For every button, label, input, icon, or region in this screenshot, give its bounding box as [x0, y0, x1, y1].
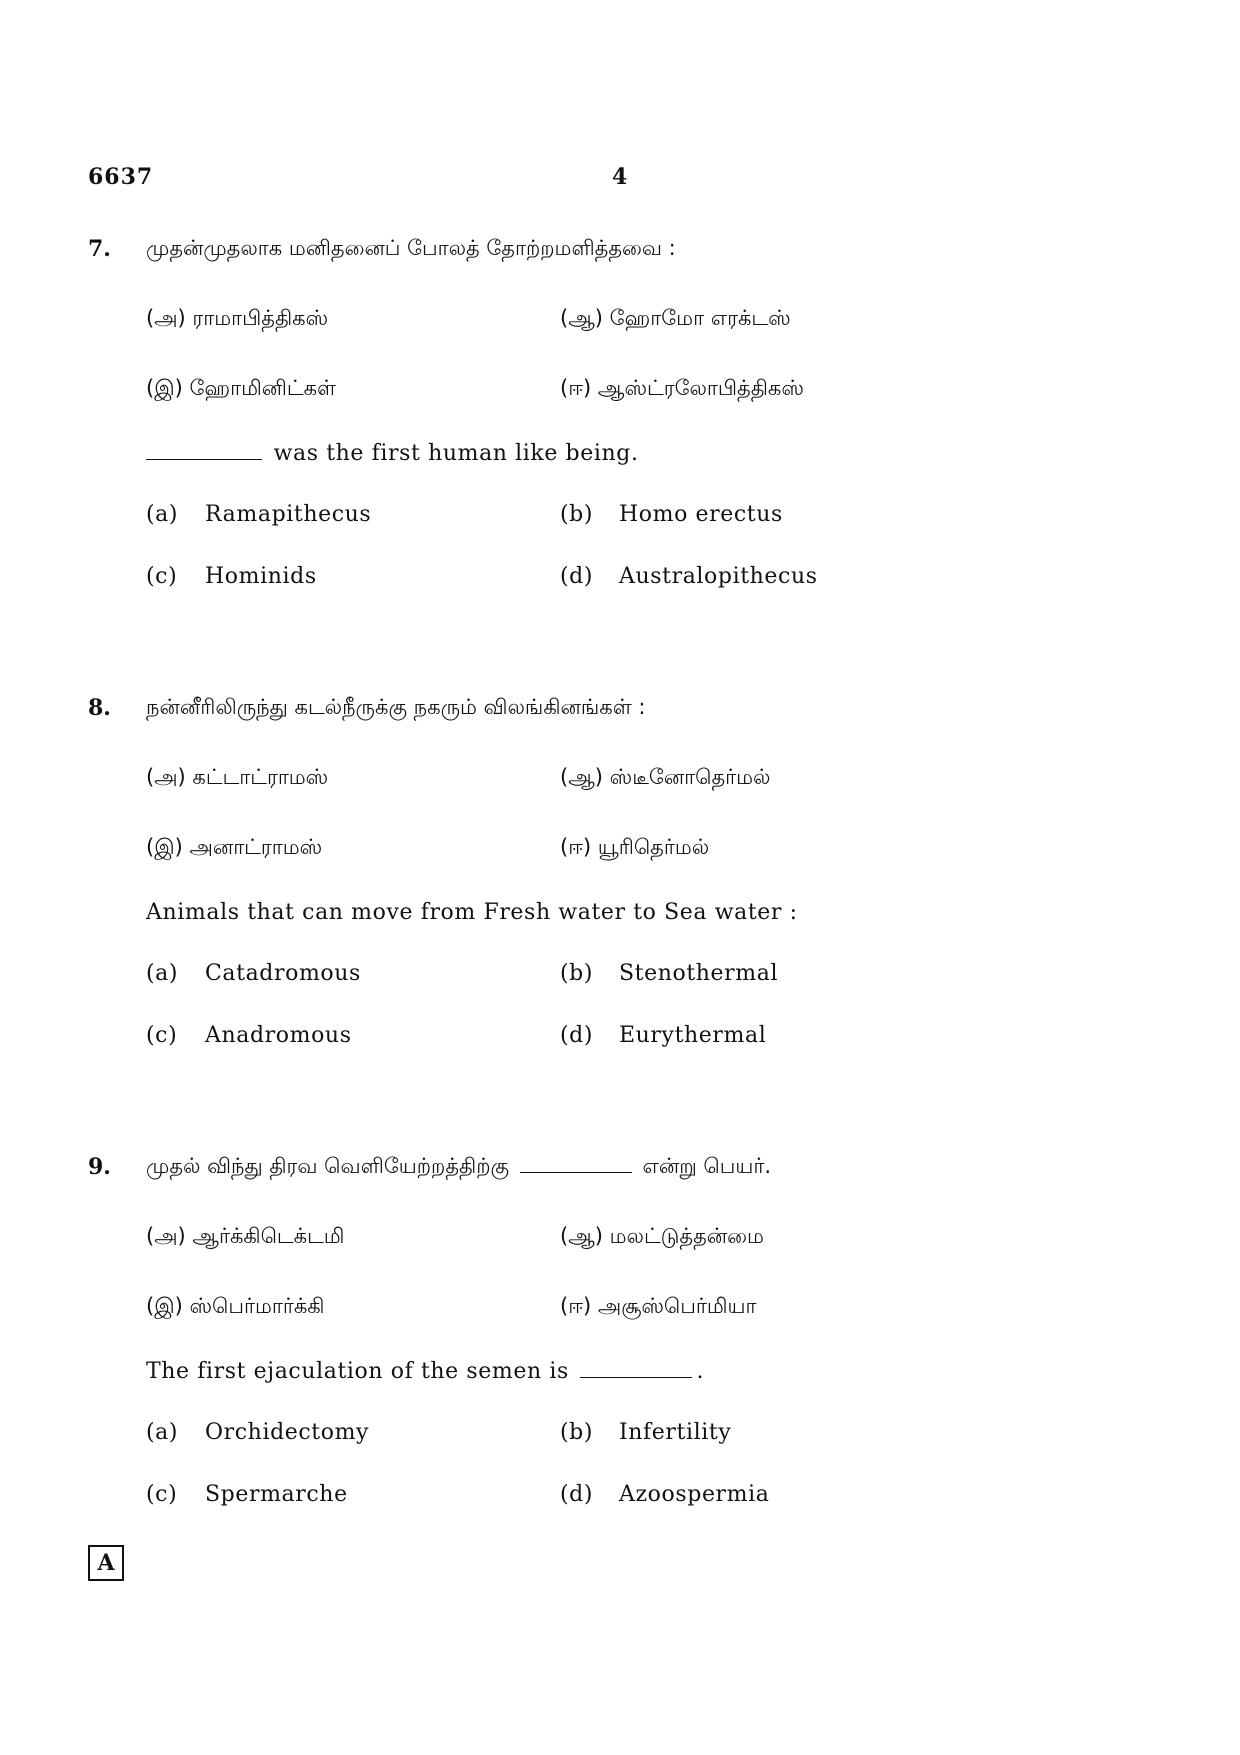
tamil-question-text: முதல் விந்து திரவ வெளியேற்றத்திற்கு — [146, 1154, 510, 1178]
option-label: (ஆ) — [560, 1224, 603, 1248]
tamil-option-c — [146, 376, 336, 403]
english-option-d — [560, 564, 818, 589]
option-text: ஸ்பெர்மார்க்கி — [189, 1294, 325, 1318]
option-label: (b) — [560, 502, 594, 527]
tamil-option-d — [560, 1294, 756, 1321]
option-label: (c) — [146, 1482, 178, 1507]
tamil-option-d — [560, 835, 709, 862]
tamil-option-a — [146, 765, 328, 792]
option-label: (a) — [146, 1420, 179, 1445]
option-text: அசூஸ்பெர்மியா — [597, 1294, 757, 1318]
option-text: கட்டாட்ராமஸ் — [192, 765, 329, 789]
english-question — [146, 1359, 704, 1384]
option-label: (இ) — [146, 376, 183, 400]
paper-code: 6637 — [88, 164, 154, 190]
tamil-option-d — [560, 376, 804, 403]
version-box: A — [88, 1545, 124, 1581]
option-label: (ஈ) — [560, 376, 592, 400]
tamil-question: முதன்முதலாக மனிதனைப் போலத் தோற்றமளித்தவை : — [146, 236, 676, 260]
english-option-a — [146, 502, 371, 527]
tamil-question — [146, 1154, 771, 1181]
english-question-text: was the first human like being. — [273, 441, 639, 466]
option-label: (இ) — [146, 835, 183, 859]
english-question-text: The first ejaculation of the semen is — [146, 1359, 569, 1384]
option-text: ஸ்டீனோதெர்மல் — [609, 765, 771, 789]
option-text: Spermarche — [205, 1482, 348, 1507]
option-label: (a) — [146, 961, 179, 986]
option-text: Orchidectomy — [205, 1420, 370, 1445]
option-text: Stenothermal — [619, 961, 779, 986]
english-option-b — [560, 1420, 731, 1445]
option-label: (இ) — [146, 1294, 183, 1318]
english-option-c — [146, 1482, 348, 1507]
option-label: (c) — [146, 1023, 178, 1048]
answer-blank — [520, 1171, 632, 1173]
option-text: Azoospermia — [619, 1482, 770, 1507]
question-number: 9. — [88, 1154, 111, 1180]
option-text: Homo erectus — [619, 502, 783, 527]
option-label: (ஆ) — [560, 765, 603, 789]
option-label: (அ) — [146, 1224, 186, 1248]
english-option-a — [146, 961, 361, 986]
english-option-d — [560, 1023, 766, 1048]
english-option-c — [146, 564, 317, 589]
option-text: Anadromous — [205, 1023, 352, 1048]
tamil-option-c — [146, 1294, 324, 1321]
english-option-a — [146, 1420, 369, 1445]
option-text: Eurythermal — [619, 1023, 767, 1048]
option-label: (ஆ) — [560, 306, 603, 330]
tamil-option-a — [146, 1224, 344, 1251]
option-label: (a) — [146, 502, 179, 527]
option-label: (ஈ) — [560, 1294, 592, 1318]
question-number: 8. — [88, 695, 111, 721]
option-text: ஆர்க்கிடெக்டமி — [192, 1224, 345, 1248]
page-number: 4 — [612, 164, 628, 190]
option-text: Hominids — [205, 564, 317, 589]
option-label: (ஈ) — [560, 835, 592, 859]
tamil-option-c — [146, 835, 322, 862]
english-option-b — [560, 961, 778, 986]
option-label: (b) — [560, 961, 594, 986]
option-text: மலட்டுத்தன்மை — [609, 1224, 764, 1248]
answer-blank — [580, 1376, 692, 1378]
option-label: (d) — [560, 1023, 594, 1048]
english-option-d — [560, 1482, 770, 1507]
tamil-question-suffix: என்று பெயர். — [642, 1154, 772, 1178]
tamil-question: நன்னீரிலிருந்து கடல்நீருக்கு நகரும் விலங்கினங்கள் : — [146, 695, 646, 719]
option-text: ஹோமினிட்கள் — [189, 376, 337, 400]
english-question — [146, 441, 639, 466]
option-text: யூரிதெர்மல் — [597, 835, 710, 859]
tamil-option-b — [560, 306, 791, 333]
tamil-option-a — [146, 306, 328, 333]
english-question: Animals that can move from Fresh water to Sea water : — [146, 900, 798, 925]
option-text: Catadromous — [205, 961, 361, 986]
option-label: (அ) — [146, 306, 186, 330]
option-text: Australopithecus — [619, 564, 818, 589]
option-text: ராமாபித்திகஸ் — [192, 306, 329, 330]
option-text: Ramapithecus — [205, 502, 372, 527]
option-label: (அ) — [146, 765, 186, 789]
option-text: ஆஸ்ட்ரலோபித்திகஸ் — [597, 376, 804, 400]
option-label: (d) — [560, 1482, 594, 1507]
tamil-option-b — [560, 1224, 764, 1251]
option-label: (c) — [146, 564, 178, 589]
option-text: Infertility — [619, 1420, 732, 1445]
english-option-c — [146, 1023, 352, 1048]
english-option-b — [560, 502, 783, 527]
option-label: (d) — [560, 564, 594, 589]
answer-blank — [146, 458, 262, 460]
option-label: (b) — [560, 1420, 594, 1445]
option-text: ஹோமோ எரக்டஸ் — [609, 306, 791, 330]
question-number: 7. — [88, 236, 111, 262]
tamil-option-b — [560, 765, 770, 792]
option-text: அனாட்ராமஸ் — [189, 835, 323, 859]
english-question-suffix: . — [696, 1359, 705, 1384]
